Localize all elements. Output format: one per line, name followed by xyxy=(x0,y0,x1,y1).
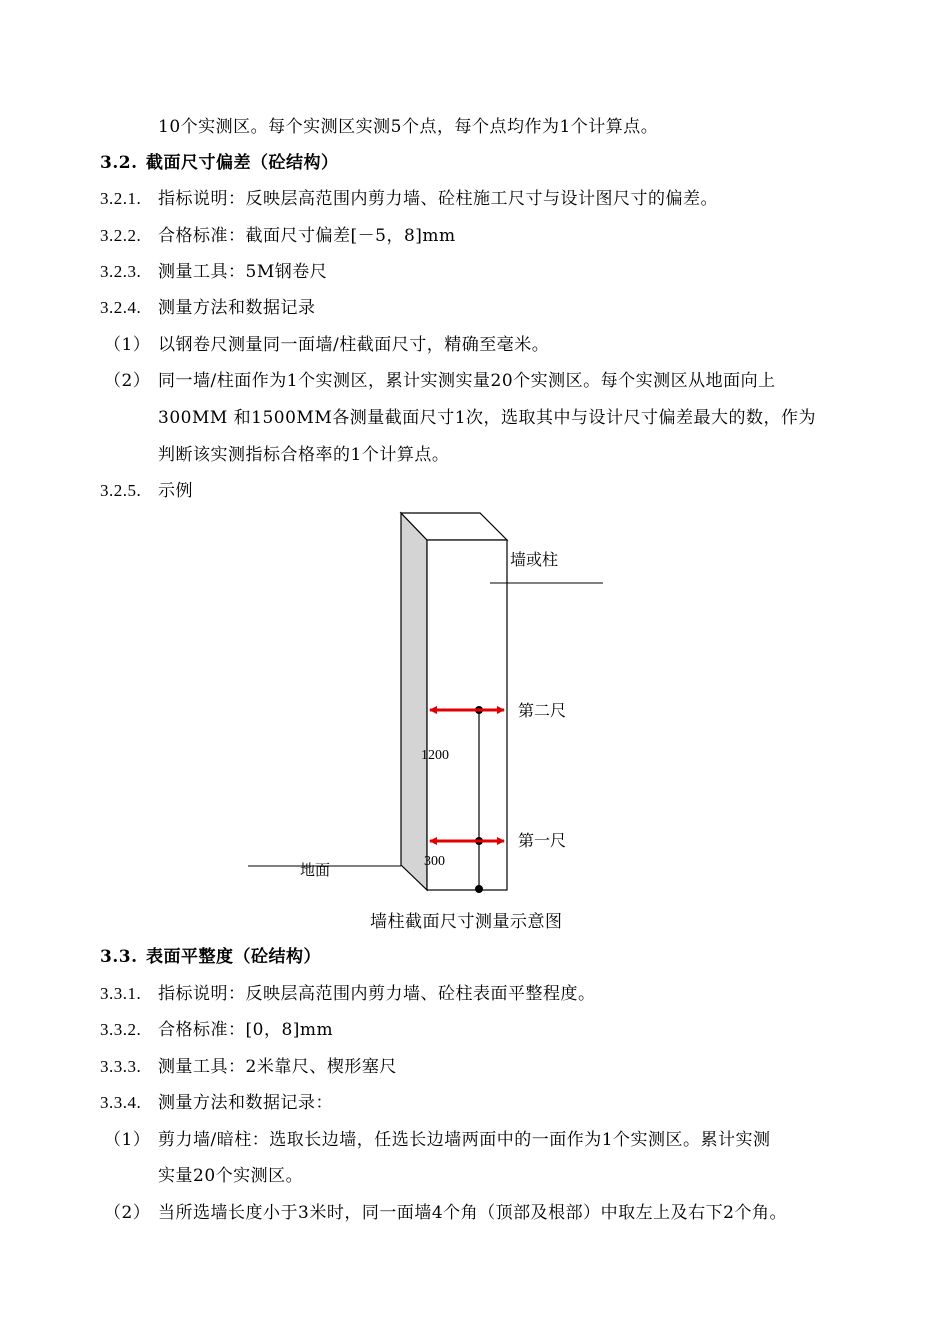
wall-label: 墙或柱 xyxy=(510,552,559,569)
subsection-number: 3.2.2. xyxy=(100,226,142,245)
figure-caption: 墙柱截面尺寸测量示意图 xyxy=(370,912,563,932)
list-text: 剪力墙/暗柱：选取长边墙，任选长边墙两面中的一面作为1个实测区。累计实测 xyxy=(158,1130,771,1150)
text-line: 10个实测区。每个实测区实测5个点，每个点均作为1个计算点。 xyxy=(158,117,659,137)
ground-label: 地面 xyxy=(300,863,331,879)
subsection-text: 合格标准：截面尺寸偏差[－5，8]mm xyxy=(158,226,456,246)
subsection-number: 3.3.3. xyxy=(100,1057,142,1076)
subsection-number: 3.3.4. xyxy=(100,1093,142,1112)
subsection-number: 3.2.3. xyxy=(100,262,142,281)
subsection-text: 测量方法和数据记录： xyxy=(158,1093,333,1113)
subsection-text: 测量工具：2米靠尺、楔形塞尺 xyxy=(158,1057,397,1077)
subsection-number: 3.2.4. xyxy=(100,298,142,317)
subsection-text: 示例 xyxy=(158,481,193,501)
section-number: 3.2. xyxy=(100,153,138,173)
section-title: 截面尺寸偏差（砼结构） xyxy=(146,153,339,173)
list-text: 当所选墙长度小于3米时，同一面墙4个角（顶部及根部）中取左上及右下2个角。 xyxy=(158,1203,787,1223)
subsection-text: 指标说明：反映层高范围内剪力墙、砼柱表面平整程度。 xyxy=(158,984,596,1004)
wall-column-measurement-diagram xyxy=(240,505,620,900)
section-title: 表面平整度（砼结构） xyxy=(146,947,321,967)
first-measure-label: 第一尺 xyxy=(518,833,567,850)
list-text: 300MM 和1500MM各测量截面尺寸1次，选取其中与设计尺寸偏差最大的数，作为 xyxy=(158,408,817,428)
subsection-number: 3.3.2. xyxy=(100,1020,142,1039)
column-side-face xyxy=(401,513,427,890)
list-number: （1） xyxy=(104,1130,151,1150)
subsection-text: 指标说明：反映层高范围内剪力墙、砼柱施工尺寸与设计图尺寸的偏差。 xyxy=(158,189,718,209)
subsection-number: 3.2.1. xyxy=(100,189,142,208)
column-front-face xyxy=(427,540,507,890)
subsection-text: 测量工具：5M钢卷尺 xyxy=(158,262,328,282)
section-number: 3.3. xyxy=(100,947,138,967)
list-text: 判断该实测指标合格率的1个计算点。 xyxy=(158,445,450,465)
subsection-number: 3.3.1. xyxy=(100,984,142,1003)
list-text: 同一墙/柱面作为1个实测区，累计实测实量20个实测区。每个实测区从地面向上 xyxy=(158,371,776,391)
list-number: （1） xyxy=(104,335,151,355)
height-300-label: 300 xyxy=(424,854,445,869)
list-text: 以钢卷尺测量同一面墙/柱截面尺寸，精确至毫米。 xyxy=(158,335,550,355)
dimension-point xyxy=(475,885,483,893)
subsection-text: 合格标准：[0，8]mm xyxy=(158,1020,334,1040)
height-1200-label: 1200 xyxy=(421,748,449,763)
second-measure-label: 第二尺 xyxy=(518,703,567,720)
list-text: 实量20个实测区。 xyxy=(158,1166,304,1186)
subsection-number: 3.2.5. xyxy=(100,481,142,500)
list-number: （2） xyxy=(104,371,151,391)
list-number: （2） xyxy=(104,1203,151,1223)
subsection-text: 测量方法和数据记录 xyxy=(158,298,316,318)
